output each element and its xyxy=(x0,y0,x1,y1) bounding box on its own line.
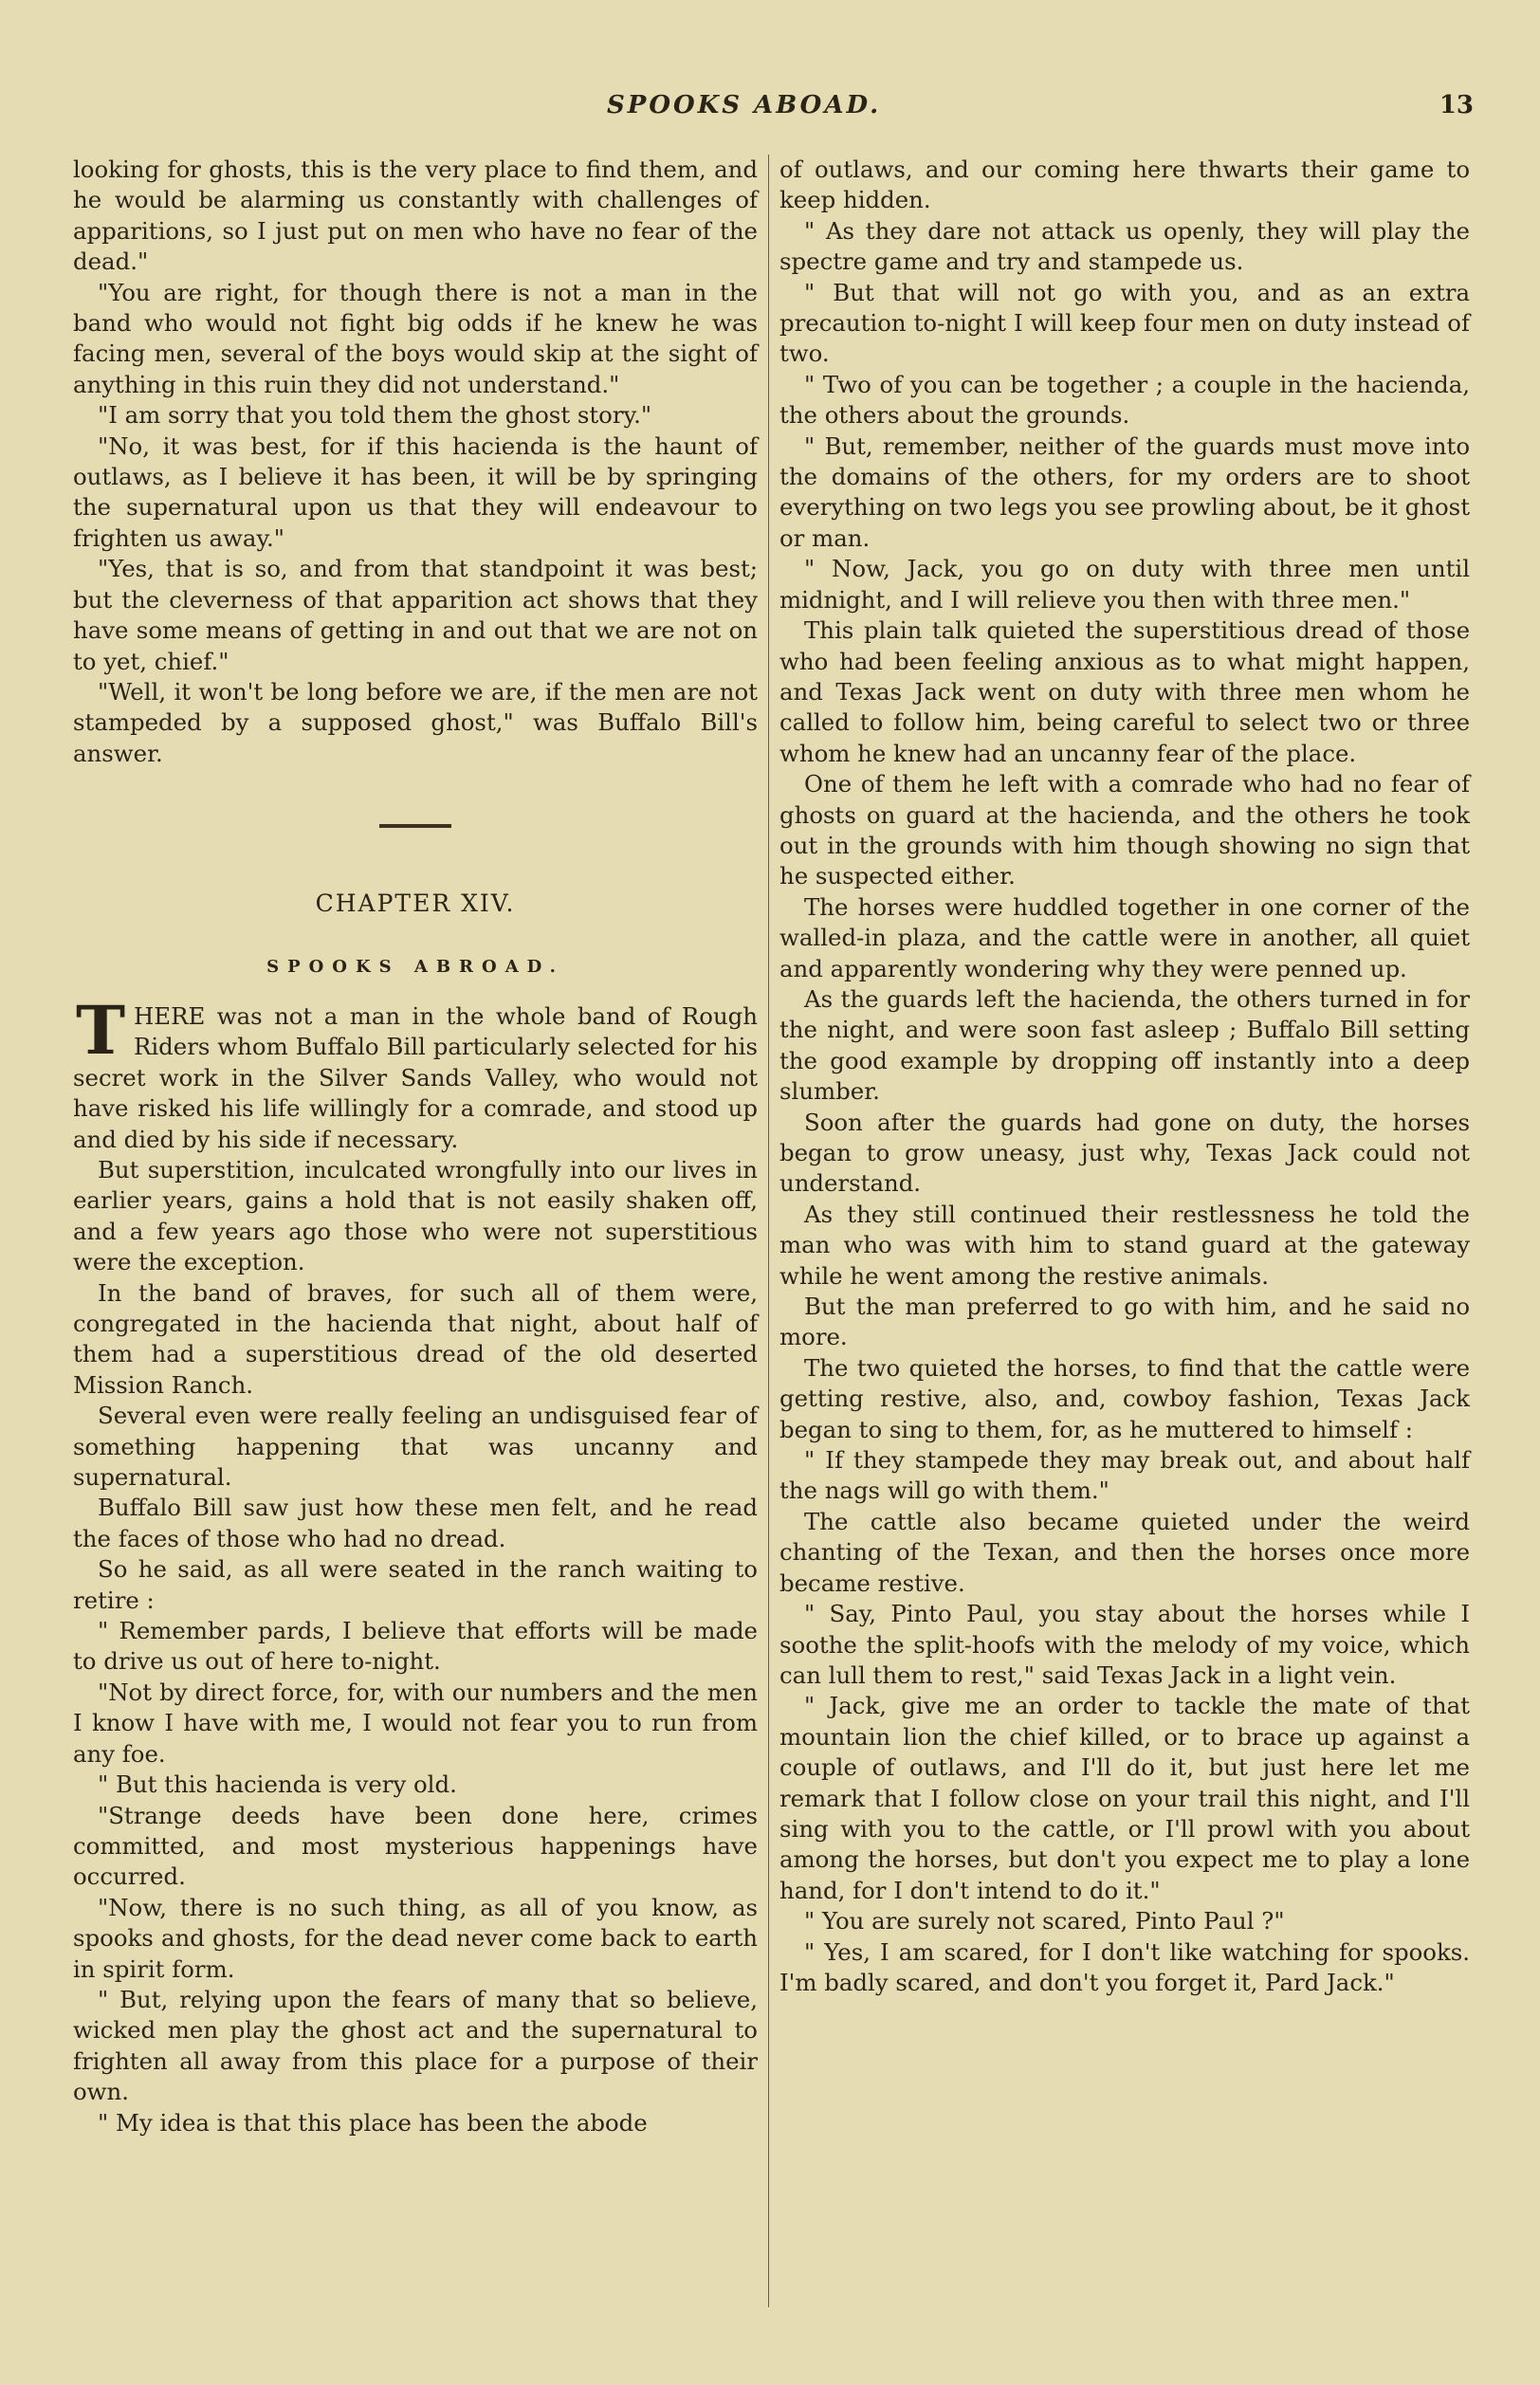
paragraph: " Say, Pinto Paul, you stay about the horses while I soothe the split-hoofs with the melody of my voice, which can lull them to rest," said Texas Jack in a light vein. xyxy=(779,1600,1470,1689)
paragraph: of outlaws, and our coming here thwarts their game to keep hidden. xyxy=(779,156,1470,214)
paragraph: Soon after the guards had gone on duty, the horses began to grow uneasy, just why, Texas Jack could not understand. xyxy=(779,1108,1470,1198)
paragraph: " Remember pards, I believe that efforts will be made to drive us out of here to-night. xyxy=(73,1617,758,1676)
paragraph: "Strange deeds have been done here, crimes committed, and most mysterious happenings have occurred. xyxy=(73,1801,758,1891)
running-title: SPOOKS ABOAD. xyxy=(607,91,882,119)
paragraph: " You are surely not scared, Pinto Paul ?" xyxy=(804,1907,1285,1936)
paragraph: " But, relying upon the fears of many that so believe, wicked men play the ghost act and the supernatural to frighten all away from this place for a purpose of their own. xyxy=(73,1985,758,2106)
chapter-subtitle: SPOOKS ABROAD. xyxy=(266,956,564,977)
paragraph: " Two of you can be together ; a couple in the hacienda, the others about the grounds. xyxy=(779,370,1470,430)
paragraph: As the guards left the hacienda, the others turned in for the night, and were soon fast asleep ; Buffalo Bill setting the good example by dropping off instantly into a deep slumber. xyxy=(779,984,1470,1106)
left-column xyxy=(73,155,758,2138)
paragraph: "Well, it won't be long before we are, if the men are not stampeded by a supposed ghost," was Buffalo Bill's answer. xyxy=(73,677,758,767)
paragraph: But superstition, inculcated wrongfully into our lives in earlier years, gains a hold that is not easily shaken off, and a few years ago those who were not superstitious were the exception. xyxy=(73,1155,758,1276)
paragraph: "I am sorry that you told them the ghost story." xyxy=(98,401,652,430)
paragraph: As they still continued their restlessness he told the man who was with him to stand guard at the gateway while he went among the restive animals. xyxy=(779,1200,1470,1290)
paragraph: The horses were huddled together in one corner of the walled-in plaza, and the cattle were in another, all quiet and apparently wondering why they were penned up. xyxy=(779,892,1470,982)
paragraph: The two quieted the horses, to find that the cattle were getting restive, also, and, cowboy fashion, Texas Jack began to sing to them, for, as he muttered to himself : xyxy=(779,1353,1470,1443)
paragraph: "Yes, that is so, and from that standpoint it was best; but the cleverness of that apparition act shows that they have some means of getting in and out that we are not on to yet, chief." xyxy=(73,555,758,675)
paragraph: Several even were really feeling an undisguised fear of something happening that was uncanny and supernatural. xyxy=(73,1402,758,1492)
paragraph: So he said, as all were seated in the ranch waiting to retire : xyxy=(73,1555,758,1614)
paragraph: looking for ghosts, this is the very place to find them, and he would be alarming us constantly with challenges of apparitions, so I just put on men who have no fear of the dead." xyxy=(73,156,758,276)
paragraph: " Jack, give me an order to tackle the mate of that mountain lion the chief killed, or to brace up against a couple of outlaws, and I'll do it, but just here let me remark that I follow close on your trail this night, and I'll sing with you to the cattle, or I'll prowl with you about among the horses, but don't you expect me to play a lone hand, for I don't intend to do it." xyxy=(779,1692,1470,1904)
paragraph: " If they stampede they may break out, and about half the nags will go with them." xyxy=(779,1446,1470,1505)
paragraph: " Now, Jack, you go on duty with three men until midnight, and I will relieve you then with three men." xyxy=(779,555,1470,614)
paragraph: " But that will not go with you, and as an extra precaution to-night I will keep four men on duty instead of two. xyxy=(779,278,1470,368)
opening-text: HERE was not a man in the whole band of Rough Riders whom Buffalo Bill particularly selected for his secret work in the Silver Sands Valley, who would not have risked his life willingly for a comrade, and stood up and died by his side if necessary. xyxy=(73,1001,758,1153)
paragraph: "No, it was best, for if this hacienda is the haunt of outlaws, as I believe it has been, it will be by springing the supernatural upon us that they will endeavour to frighten us away." xyxy=(73,431,758,552)
running-head xyxy=(0,91,1540,129)
paragraph: " But, remember, neither of the guards must move into the domains of the others, for my orders are to shoot everything on two legs you see prowling about, be it ghost or man. xyxy=(779,431,1470,552)
paragraph: This plain talk quieted the superstitious dread of those who had been feeling anxious as to what might happen, and Texas Jack went on duty with three men whom he called to follow him, being careful to select two or three whom he knew had an uncanny fear of the place. xyxy=(779,616,1470,767)
right-column xyxy=(779,155,1470,1998)
paragraph: "Now, there is no such thing, as all of you know, as spooks and ghosts, for the dead never come back to earth in spirit form. xyxy=(73,1893,758,1983)
paragraph: " My idea is that this place has been the abode xyxy=(98,2108,648,2137)
chapter-title: CHAPTER XIV. xyxy=(315,890,516,918)
paragraph: "You are right, for though there is not a man in the band who would not fight big odds if he knew he was facing men, several of the boys would skip at the sight of anything in this ruin they did not understand." xyxy=(73,278,758,398)
paragraph: But the man preferred to go with him, and he said no more. xyxy=(779,1293,1470,1351)
paragraph: In the band of braves, for such all of them were, congregated in the hacienda that night, about half of them had a superstitious dread of the old deserted Mission Ranch. xyxy=(73,1278,758,1399)
dropcap-letter: T xyxy=(75,990,126,1070)
paragraph: The cattle also became quieted under the weird chanting of the Texan, and then the horses once more became restive. xyxy=(779,1507,1470,1597)
page-number: 13 xyxy=(1439,91,1474,119)
paragraph: " Yes, I am scared, for I don't like watching for spooks. I'm badly scared, and don't you forget it, Pard Jack." xyxy=(779,1937,1470,1996)
paragraph: " As they dare not attack us openly, they will play the spectre game and try and stampede us. xyxy=(779,216,1470,276)
column-divider xyxy=(768,155,769,2307)
paragraph: "Not by direct force, for, with our numbers and the men I know I have with me, I would not fear you to run from any foe. xyxy=(73,1678,758,1768)
paragraph: One of them he left with a comrade who had no fear of ghosts on guard at the hacienda, and the others he took out in the grounds with him though showing no sign that he suspected either. xyxy=(779,770,1470,890)
opening-paragraph xyxy=(73,990,758,1155)
paragraph: " But this hacienda is very old. xyxy=(98,1770,457,1799)
paragraph: Buffalo Bill saw just how these men felt, and he read the faces of those who had no dread. xyxy=(73,1494,758,1552)
section-break-rule xyxy=(379,824,451,828)
